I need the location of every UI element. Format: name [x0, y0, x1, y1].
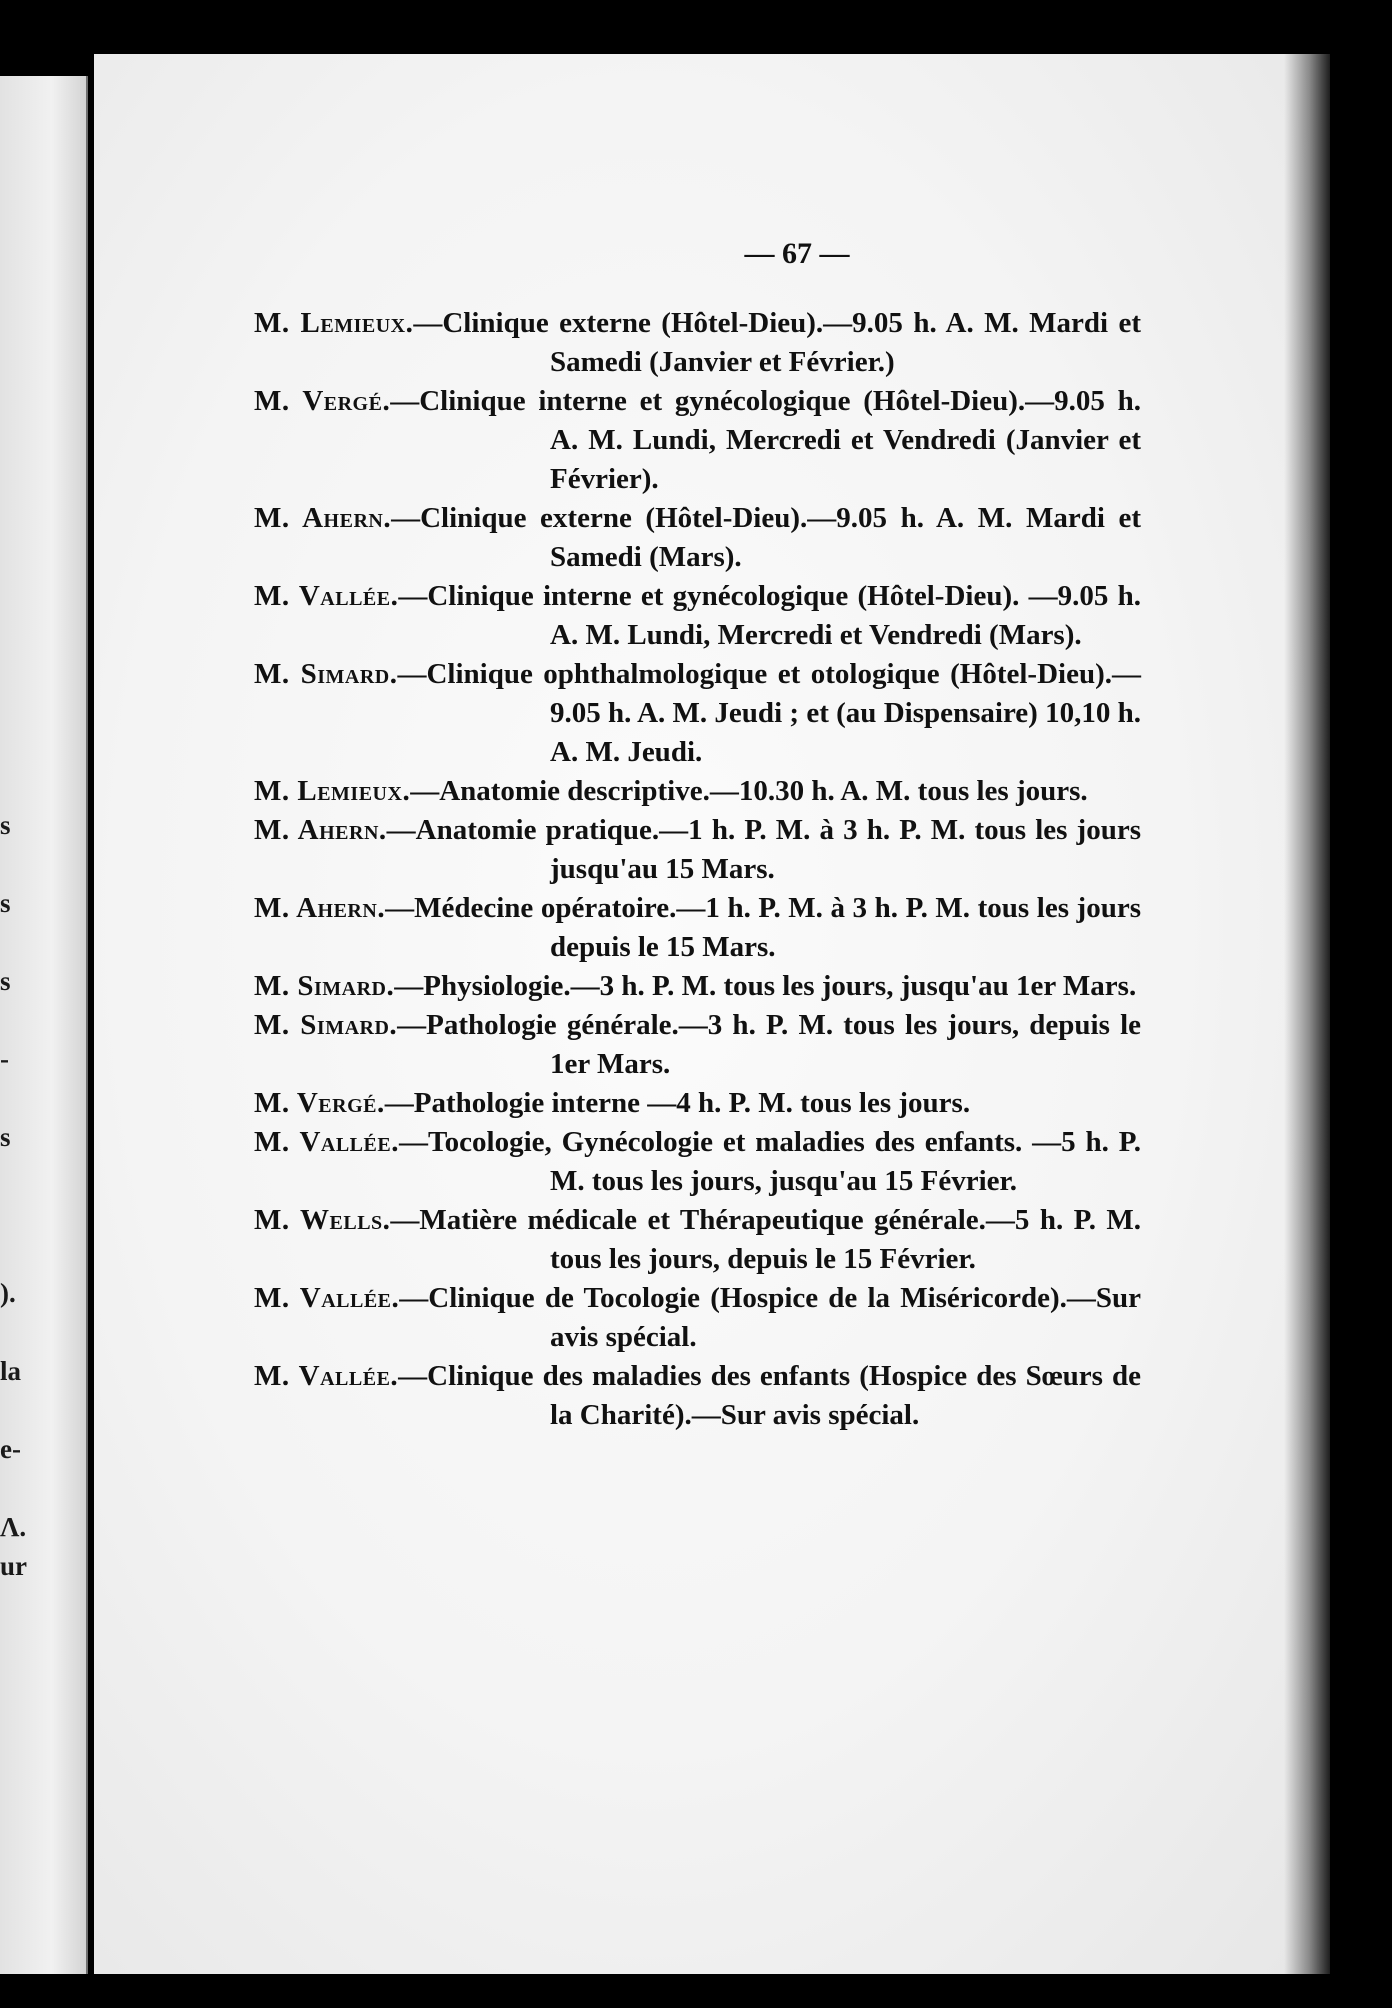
page-gutter-shadow	[1284, 54, 1330, 1974]
facing-page-fragment: s	[0, 1122, 11, 1152]
schedule-entry	[254, 772, 1141, 811]
course-details: —Clinique externe (Hôtel-Dieu).—9.05 h. A. M. Mardi et Samedi (Mars).	[391, 502, 1142, 573]
course-details: —Médecine opératoire.—1 h. P. M. à 3 h. P. M. tous les jours depuis le 15 Mars.	[385, 892, 1142, 963]
facing-page-fragment: s	[0, 810, 11, 840]
course-schedule	[254, 304, 1141, 1435]
facing-page-fragment: ).	[0, 1278, 16, 1308]
schedule-entry	[254, 1357, 1141, 1435]
professor-name: M. Vergé.	[254, 385, 391, 417]
course-details: —Anatomie descriptive.—10.30 h. A. M. tous les jours.	[410, 775, 1088, 807]
professor-name: M. Wells.	[254, 1204, 391, 1236]
course-details: —Clinique interne et gynécologique (Hôtel-Dieu). —9.05 h. A. M. Lundi, Mercredi et Vendredi (Mars).	[398, 580, 1142, 651]
facing-page-fragment: ur	[0, 1551, 27, 1581]
schedule-entry	[254, 1201, 1141, 1279]
professor-name: M. Ahern.	[254, 892, 386, 924]
professor-name: M. Vallée.	[254, 580, 399, 612]
facing-page-fragment: -	[0, 1044, 9, 1074]
professor-name: M. Vallée.	[254, 1360, 399, 1392]
schedule-entry	[254, 1084, 1141, 1123]
schedule-entry	[254, 1006, 1141, 1084]
course-details: —Matière médicale et Thérapeutique générale.—5 h. P. M. tous les jours, depuis le 15 Février.	[390, 1204, 1141, 1275]
schedule-entry	[254, 577, 1141, 655]
course-details: —Clinique ophthalmologique et otologique (Hôtel-Dieu).—9.05 h. A. M. Jeudi ; et (au Dispensaire) 10,10 h. A. M. Jeudi.	[397, 658, 1141, 768]
document-page	[94, 54, 1330, 1974]
facing-page-fragment: s	[0, 888, 11, 918]
professor-name: M. Vallée.	[254, 1126, 399, 1158]
facing-page-fragment: s	[0, 966, 11, 996]
course-details: —Physiologie.—3 h. P. M. tous les jours, jusqu'au 1er Mars.	[394, 970, 1137, 1002]
professor-name: M. Lemieux.	[254, 307, 414, 339]
page-number: — 67 —	[744, 237, 850, 270]
professor-name: M. Simard.	[254, 1009, 398, 1041]
course-details: —Clinique des maladies des enfants (Hospice des Sœurs de la Charité).—Sur avis spécial.	[398, 1360, 1141, 1431]
course-details: —Tocologie, Gynécologie et maladies des enfants. —5 h. P. M. tous les jours, jusqu'au 15 Février.	[398, 1126, 1142, 1197]
facing-page-fragment: Λ.	[0, 1512, 27, 1542]
professor-name: M. Simard.	[254, 658, 398, 690]
course-details: —Clinique de Tocologie (Hospice de la Miséricorde).—Sur avis spécial.	[399, 1282, 1142, 1353]
course-details: —Pathologie interne —4 h. P. M. tous les jours.	[384, 1087, 971, 1119]
course-details: —Anatomie pratique.—1 h. P. M. à 3 h. P. M. tous les jours jusqu'au 15 Mars.	[386, 814, 1141, 885]
schedule-entry	[254, 967, 1141, 1006]
professor-name: M. Ahern.	[254, 502, 392, 534]
schedule-entry	[254, 304, 1141, 382]
course-details: —Pathologie générale.—3 h. P. M. tous les jours, depuis le 1er Mars.	[397, 1009, 1141, 1080]
facing-page-fragment: e-	[0, 1434, 21, 1464]
course-details: —Clinique interne et gynécologique (Hôtel-Dieu).—9.05 h. A. M. Lundi, Mercredi et Vendredi (Janvier et Février).	[390, 385, 1141, 495]
schedule-entry	[254, 655, 1141, 772]
course-details: —Clinique externe (Hôtel-Dieu).—9.05 h. A. M. Mardi et Samedi (Janvier et Février.)	[413, 307, 1141, 378]
professor-name: M. Vallée.	[254, 1282, 400, 1314]
professor-name: M. Vergé.	[254, 1087, 385, 1119]
professor-name: M. Lemieux.	[254, 775, 411, 807]
schedule-entry	[254, 889, 1141, 967]
schedule-entry	[254, 1123, 1141, 1201]
professor-name: M. Simard.	[254, 970, 395, 1002]
facing-page-edge	[0, 76, 88, 1974]
schedule-entry	[254, 382, 1141, 499]
schedule-entry	[254, 811, 1141, 889]
professor-name: M. Ahern.	[254, 814, 387, 846]
schedule-entry	[254, 1279, 1141, 1357]
schedule-entry	[254, 499, 1141, 577]
facing-page-fragment: la	[0, 1356, 22, 1386]
